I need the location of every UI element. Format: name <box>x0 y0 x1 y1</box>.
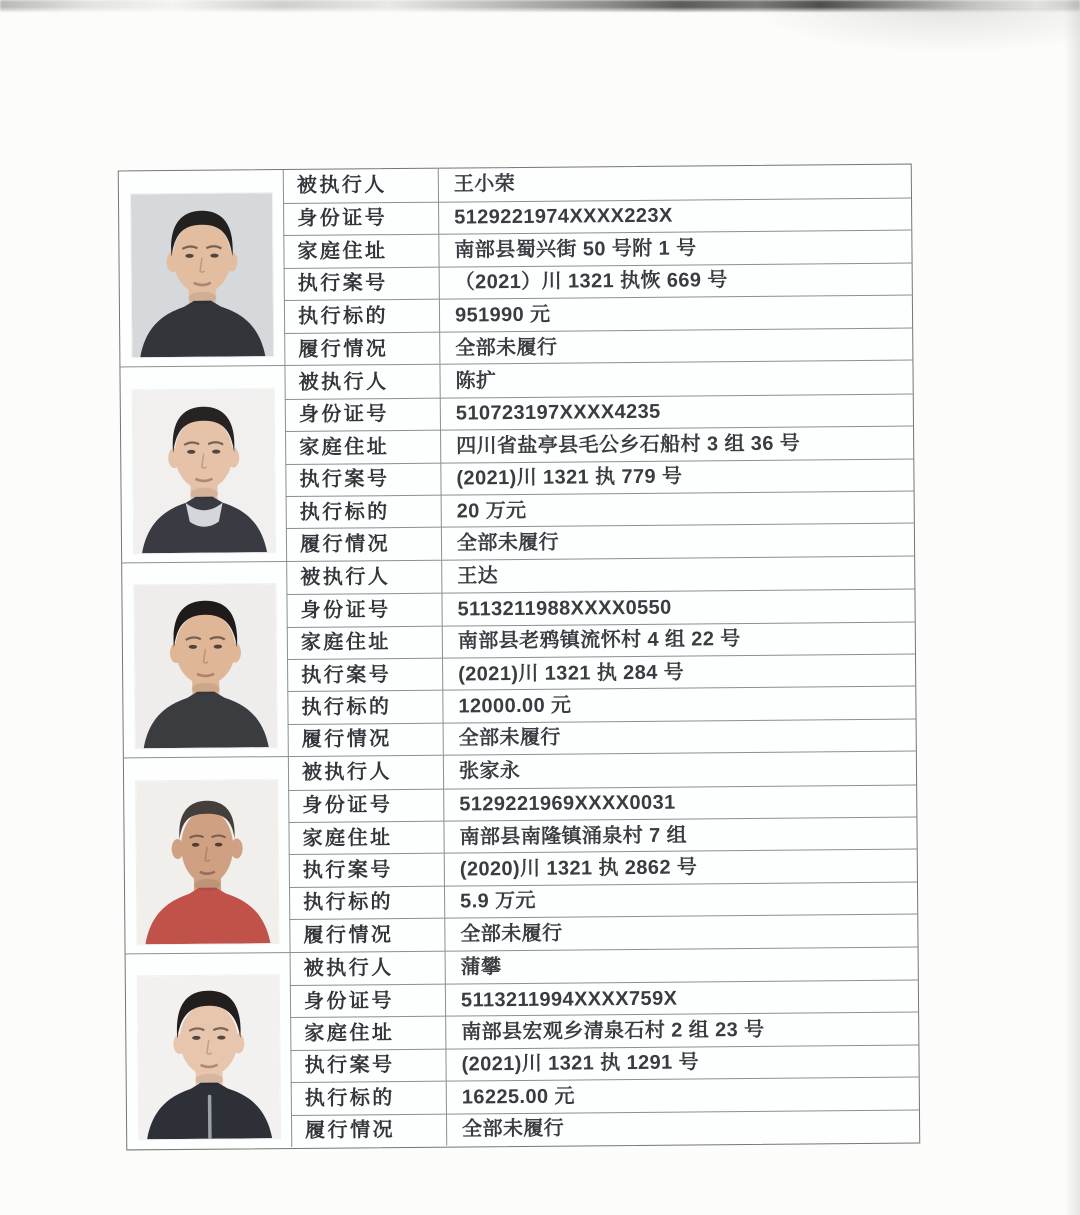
field-value <box>438 197 911 234</box>
label-text: 履行情况 <box>299 533 391 556</box>
portrait-photo <box>132 389 274 553</box>
value-text: 王达 <box>457 565 499 588</box>
field-label <box>284 266 439 300</box>
label-text: 身份证号 <box>298 403 389 427</box>
value-text: 951990 元 <box>454 303 551 327</box>
field-label <box>286 495 441 529</box>
value-text: 王小荣 <box>453 173 516 196</box>
label-text: 家庭住址 <box>297 240 388 263</box>
value-text: 5129221974XXXX223X <box>454 204 673 229</box>
field-label <box>286 593 441 627</box>
record-row <box>122 555 916 757</box>
value-text: 20 万元 <box>456 499 527 523</box>
label-text: 履行情况 <box>303 923 394 947</box>
photo-cell <box>124 757 290 953</box>
field-label <box>287 625 442 659</box>
label-text: 执行案号 <box>301 663 392 687</box>
portrait-photo <box>137 975 279 1139</box>
field-label <box>285 397 440 431</box>
photo-cell <box>122 562 288 758</box>
field-value <box>441 556 914 593</box>
photo-cell <box>120 366 286 562</box>
field-value <box>441 589 914 626</box>
value-text: 5113211994XXXX759X <box>460 987 678 1012</box>
value-text: 5129221969XXXX0031 <box>459 791 676 816</box>
field-label <box>284 331 439 365</box>
label-text: 身份证号 <box>300 598 391 622</box>
label-text: 执行案号 <box>302 859 393 882</box>
photo-cell <box>126 953 292 1149</box>
value-text: 张家永 <box>458 760 521 783</box>
label-text: 身份证号 <box>303 989 395 1013</box>
value-text: 南部县南隆镇涌泉村 7 组 <box>459 824 688 849</box>
field-label <box>288 756 443 790</box>
field-label <box>288 788 443 822</box>
field-value <box>440 458 913 495</box>
field-value <box>446 1109 919 1146</box>
value-text: (2021)川 1321 执 284 号 <box>458 661 685 686</box>
field-value <box>439 327 912 364</box>
field-value <box>444 914 917 951</box>
field-label <box>287 690 442 724</box>
field-label <box>284 299 439 333</box>
field-value <box>440 393 913 430</box>
label-text: 执行标的 <box>301 696 392 719</box>
label-text: 执行案号 <box>304 1054 395 1078</box>
field-label <box>285 430 440 464</box>
value-text: 16225.00 元 <box>461 1085 575 1109</box>
label-text: 执行案号 <box>299 468 390 492</box>
field-value <box>442 654 915 691</box>
label-text: 被执行人 <box>303 956 394 980</box>
field-value <box>439 295 912 332</box>
label-text: 履行情况 <box>298 337 389 361</box>
label-text: 执行案号 <box>297 272 388 296</box>
field-label <box>290 951 445 985</box>
value-text: 蒲攀 <box>460 955 502 979</box>
value-text: 12000.00 元 <box>458 694 572 718</box>
record-row <box>119 165 913 367</box>
label-text: 被执行人 <box>298 370 389 394</box>
value-text: 全部未履行 <box>456 531 560 555</box>
value-text: 5.9 万元 <box>460 890 536 913</box>
field-value <box>446 1077 919 1114</box>
record-row <box>126 946 920 1148</box>
field-value <box>438 165 911 202</box>
label-text: 被执行人 <box>301 761 393 785</box>
portrait-photo <box>136 780 278 944</box>
field-label <box>283 234 438 268</box>
value-text: 全部未履行 <box>455 336 558 360</box>
label-text: 被执行人 <box>296 174 387 198</box>
label-text: 身份证号 <box>297 207 388 231</box>
photo-cell <box>119 170 285 367</box>
field-label <box>288 821 443 855</box>
field-value <box>442 621 915 658</box>
field-label <box>291 1113 446 1147</box>
field-label <box>286 527 441 561</box>
value-text: 全部未履行 <box>462 1117 565 1141</box>
label-text: 执行标的 <box>303 891 394 915</box>
value-text: 四川省盐亭县毛公乡石船村 3 组 36 号 <box>456 432 801 458</box>
value-text: （2021）川 1321 执恢 669 号 <box>454 269 728 295</box>
field-label <box>285 462 440 496</box>
field-value <box>442 686 915 723</box>
label-text: 被执行人 <box>300 566 391 589</box>
label-text: 履行情况 <box>301 728 392 752</box>
label-text: 家庭住址 <box>300 631 391 655</box>
page-edge-right <box>1064 0 1080 1215</box>
field-value <box>443 784 916 821</box>
value-text: 510723197XXXX4235 <box>455 401 661 426</box>
field-label <box>290 1048 445 1082</box>
field-value <box>445 1044 918 1081</box>
label-text: 履行情况 <box>305 1119 396 1143</box>
label-text: 执行标的 <box>299 500 390 524</box>
value-text: 全部未履行 <box>458 727 561 750</box>
field-value <box>441 491 914 528</box>
value-text: 南部县老鸦镇流怀村 4 组 22 号 <box>457 628 741 653</box>
field-label <box>289 853 444 887</box>
debtor-table <box>118 164 921 1151</box>
field-label <box>289 885 444 919</box>
field-label <box>283 201 438 235</box>
field-value <box>440 426 913 463</box>
field-value <box>445 947 918 984</box>
value-text: (2020)川 1321 执 2862 号 <box>459 856 698 881</box>
field-value <box>445 979 918 1016</box>
scan-shadow-top-right <box>750 8 1080 54</box>
value-text: 5113211988XXXX0550 <box>457 596 672 621</box>
label-text: 家庭住址 <box>304 1022 395 1045</box>
field-value <box>441 523 914 560</box>
label-text: 家庭住址 <box>302 826 393 850</box>
value-text: (2021)川 1321 执 1291 号 <box>461 1051 700 1076</box>
label-text: 执行标的 <box>297 305 389 328</box>
field-value <box>444 849 917 886</box>
field-label <box>291 1081 446 1115</box>
field-label <box>286 560 441 594</box>
label-text: 执行标的 <box>304 1086 395 1110</box>
label-text: 身份证号 <box>302 794 393 818</box>
label-text: 家庭住址 <box>299 436 390 459</box>
field-value <box>443 817 916 854</box>
field-label <box>289 918 444 952</box>
portrait-photo <box>130 194 272 358</box>
field-label <box>287 658 442 692</box>
value-text: (2021)川 1321 执 779 号 <box>456 465 683 490</box>
value-text: 南部县宏观乡清泉石村 2 组 23 号 <box>461 1018 765 1044</box>
field-value <box>439 361 912 398</box>
record-row <box>120 360 914 562</box>
record-row <box>124 751 918 953</box>
field-label <box>290 984 445 1018</box>
value-text: 全部未履行 <box>460 922 563 946</box>
value-text: 南部县蜀兴街 50 号附 1 号 <box>454 237 697 262</box>
field-value <box>438 230 911 267</box>
field-label <box>283 169 438 203</box>
field-value <box>445 1012 918 1049</box>
field-label <box>290 1016 445 1050</box>
value-text: 陈扩 <box>455 369 497 393</box>
field-value <box>443 718 916 755</box>
field-value <box>444 881 917 918</box>
field-label <box>284 365 439 399</box>
portrait-photo <box>134 584 276 748</box>
field-value <box>439 262 912 299</box>
field-value <box>443 752 916 789</box>
field-label <box>288 722 443 756</box>
